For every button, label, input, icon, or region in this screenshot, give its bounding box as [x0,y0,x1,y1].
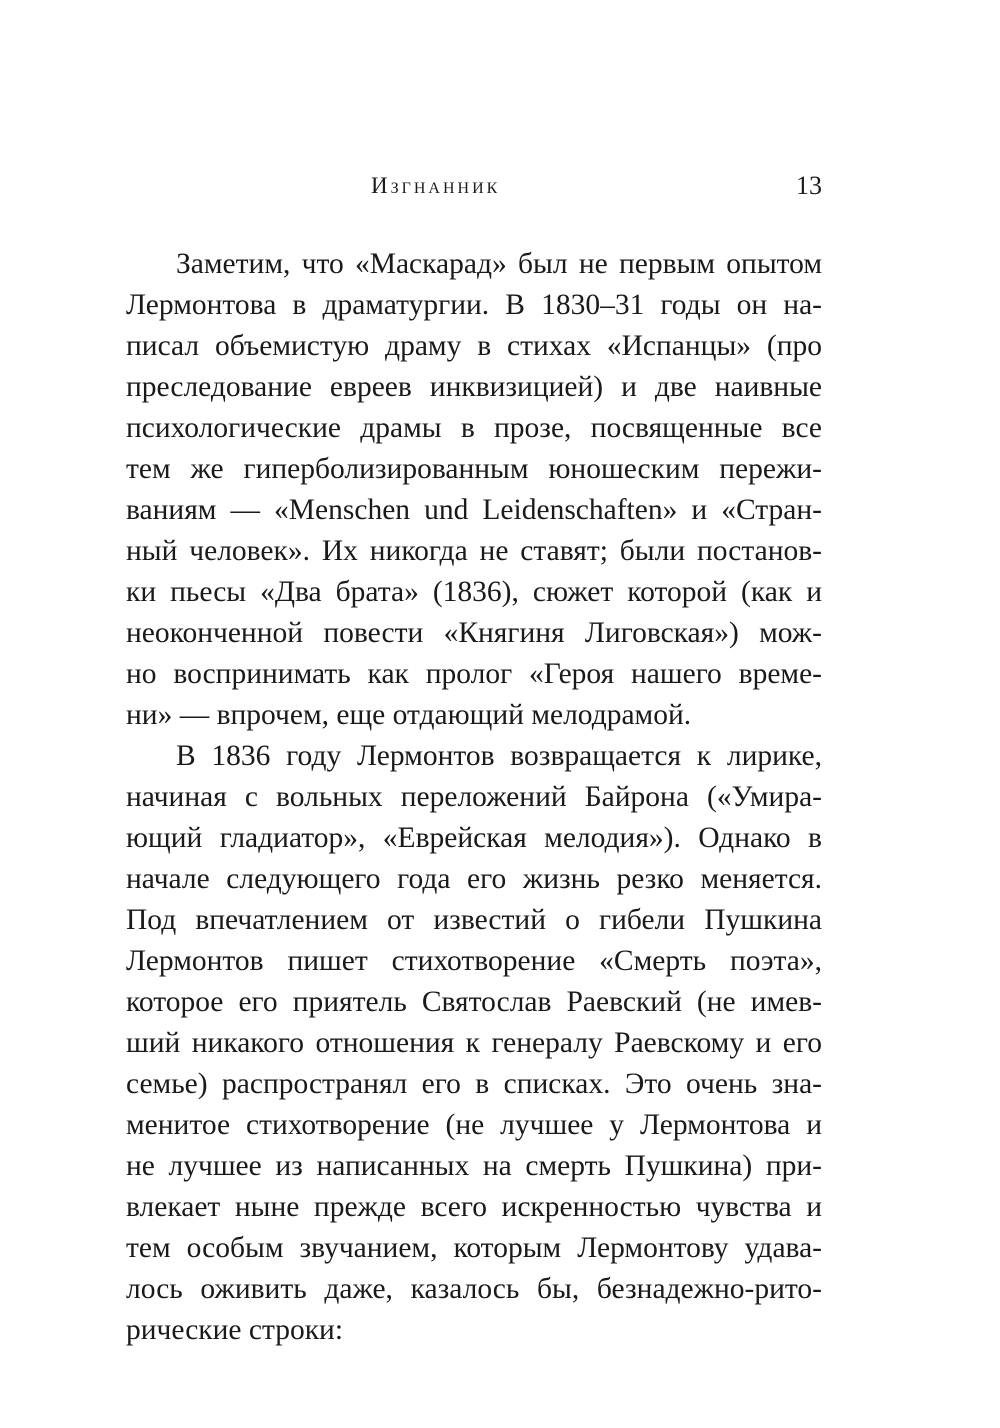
text-line: начале следующего года его жизнь резко меняется. [126,863,822,895]
text-line: ни» — впрочем, еще отдающий мелодрамой. [126,699,692,731]
text-line: но воспринимать как пролог «Героя нашего време- [126,658,822,690]
text-line: преследование евреев инквизицией) и две наивные [126,371,822,403]
text-line: тем же гиперболизированным юношеским пережи- [126,453,822,485]
text-line: ки пьесы «Два брата» (1836), сюжет которой (как и [126,576,822,608]
text-line: писал объемистую драму в стихах «Испанцы» (про [126,330,822,362]
text-line: менитое стихотворение (не лучшее у Лермонтова и [126,1109,822,1141]
text-line: Заметим, что «Маскарад» был не первым опытом [176,248,822,280]
paragraph-1 [126,244,822,736]
text-line: неоконченной повести «Княгиня Лиговская») мож- [126,617,822,649]
page-number: 13 [796,171,822,200]
text-line: Лермонтов пишет стихотворение «Смерть поэта», [126,945,822,977]
text-line: ваниям — «Menschen und Leidenschaften» и «Стран- [126,494,822,526]
running-head [126,170,822,202]
text-line: тем особым звучанием, которым Лермонтову удава- [126,1232,822,1264]
text-line: ющий гладиатор», «Еврейская мелодия»). Однако в [126,822,822,854]
running-title: Изгнанник [371,173,501,198]
text-line: Лермонтова в драматургии. В 1830–31 годы он на- [126,289,822,321]
text-line: начиная с вольных переложений Байрона («Умира- [126,781,822,813]
text-line: которое его приятель Святослав Раевский (не имев- [126,986,822,1018]
text-line: В 1836 году Лермонтов возвращается к лирике, [176,740,822,772]
body-text [126,244,822,1351]
paragraph-2 [126,736,822,1351]
text-line: не лучшее из написанных на смерть Пушкина) при- [126,1150,822,1182]
text-line: влекает ныне прежде всего искренностью чувства и [126,1191,822,1223]
text-line: ший никакого отношения к генералу Раевскому и его [126,1027,822,1059]
text-line: лось оживить даже, казалось бы, безнадежно-рито- [126,1273,822,1305]
text-line: семье) распространял его в списках. Это очень зна- [126,1068,822,1100]
text-line: Под впечатлением от известий о гибели Пушкина [126,904,822,936]
text-line: психологические драмы в прозе, посвященные все [126,412,822,444]
text-line: рические строки: [126,1314,344,1346]
text-line: ный человек». Их никогда не ставят; были постанов- [126,535,822,567]
